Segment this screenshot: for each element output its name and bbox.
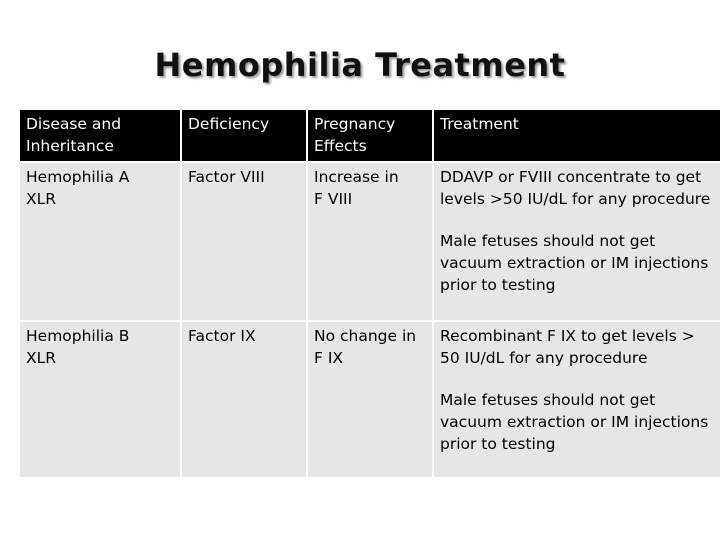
header-deficiency: Deficiency [181, 109, 307, 162]
cell-deficiency: Factor IX [181, 321, 307, 478]
treatment-paragraph: DDAVP or FVIII concentrate to get levels >50 IU/dL for any procedure [440, 168, 711, 208]
header-pregnancy-effects: Pregnancy Effects [307, 109, 433, 162]
treatment-table [18, 108, 720, 479]
treatment-paragraph: Recombinant F IX to get levels > 50 IU/dL for any procedure [440, 327, 695, 367]
header-treatment: Treatment [433, 109, 720, 162]
slide-title: Hemophilia Treatment [154, 46, 566, 84]
cell-deficiency: Factor VIII [181, 162, 307, 321]
cell-disease: Hemophilia A XLR [19, 162, 181, 321]
cell-pregnancy-effects: No change in F IX [307, 321, 433, 478]
cell-treatment [433, 162, 720, 321]
cell-treatment [433, 321, 720, 478]
table-header-row [19, 109, 720, 162]
table-row [19, 321, 720, 478]
treatment-paragraph: Male fetuses should not get vacuum extraction or IM injections prior to testing [440, 391, 709, 453]
table-row [19, 162, 720, 321]
cell-disease: Hemophilia B XLR [19, 321, 181, 478]
cell-pregnancy-effects: Increase in F VIII [307, 162, 433, 321]
treatment-paragraph: Male fetuses should not get vacuum extraction or IM injections prior to testing [440, 232, 709, 294]
header-disease: Disease and Inheritance [19, 109, 181, 162]
